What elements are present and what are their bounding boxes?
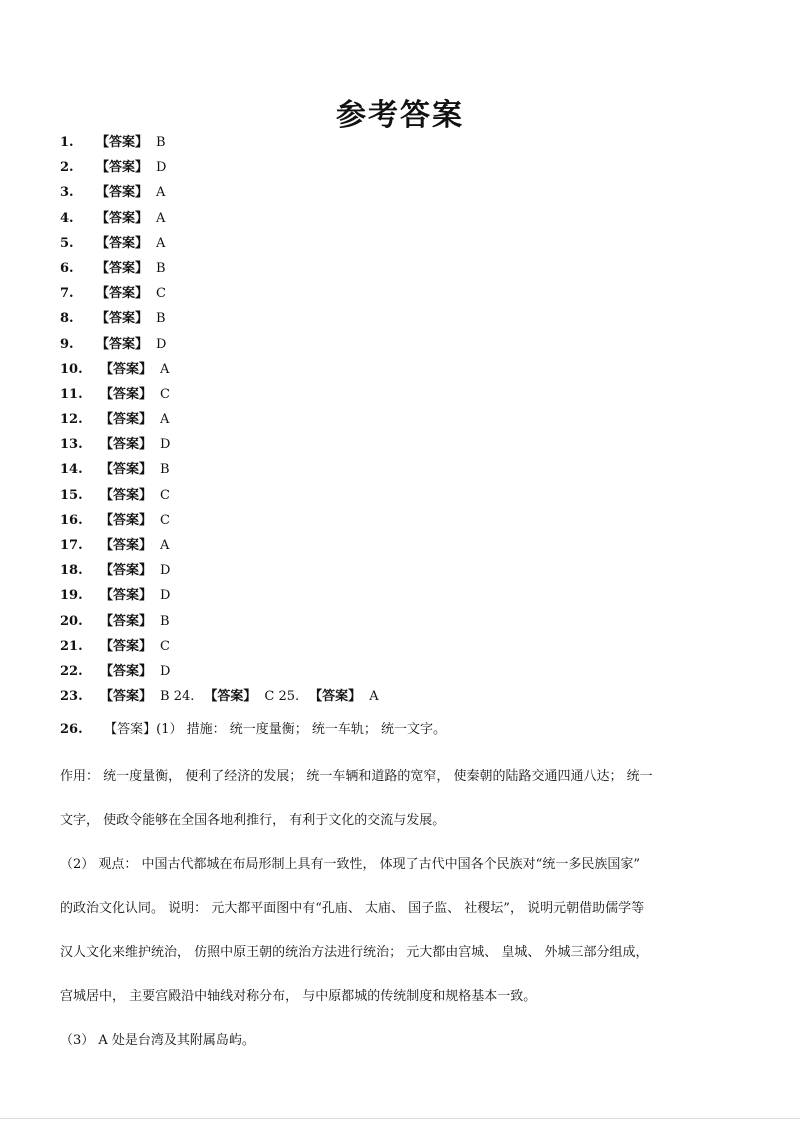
answer-number: 22.	[60, 663, 83, 679]
answer-tag: 【答案】	[96, 260, 149, 276]
answer-number: 7.	[60, 286, 74, 302]
answer-number: 20.	[60, 613, 83, 629]
answer-row	[60, 609, 379, 634]
answer-number: 13.	[60, 437, 83, 453]
answer-tag: 【答案】	[100, 412, 153, 428]
q26-answer-line	[60, 712, 750, 748]
answer-tag: 【答案】	[309, 689, 362, 705]
answer-tag: 【答案】	[96, 135, 149, 150]
answer-number: 6.	[60, 260, 74, 276]
answer-number: 1.	[60, 135, 74, 150]
answer-tag: 【答案】	[100, 588, 153, 604]
answer-row	[60, 155, 379, 180]
answer-tag: 【答案】	[100, 538, 153, 553]
answer-tag: 【答案】	[100, 386, 153, 402]
answer-row	[60, 508, 379, 533]
answer-row	[60, 583, 379, 608]
answer-tag: 【答案】	[96, 286, 149, 302]
answer-number: 9.	[60, 336, 74, 352]
answer-row	[60, 306, 379, 331]
answer-value: D	[160, 588, 171, 604]
answer-row	[60, 180, 379, 205]
q26-number: 26.	[60, 722, 83, 737]
answer-value: D	[160, 563, 171, 579]
answer-tag: 【答案】	[100, 462, 153, 478]
answer-value: A	[160, 412, 170, 428]
answer-tag: 【答案】	[100, 613, 153, 629]
answer-row	[60, 231, 379, 256]
q26-body-line: （3） A 处是台湾及其附属岛屿。	[60, 1033, 255, 1048]
answer-row	[60, 432, 379, 457]
page-title: 参考答案	[336, 98, 464, 133]
answer-tag: 【答案】	[100, 638, 153, 654]
answer-number: 17.	[60, 538, 83, 553]
answer-row	[60, 407, 379, 432]
answer-row	[60, 332, 379, 357]
answer-row	[60, 558, 379, 583]
answer-row	[60, 659, 379, 684]
q26-body-line: 汉人文化来维护统治， 仿照中原王朝的统治方法进行统治； 元大都由宫城、 皇城、 外城三部分组成，	[60, 945, 649, 960]
q26-body-line: 的政治文化认同。 说明： 元大都平面图中有“孔庙、 太庙、 国子监、 社稷坛”， 说明元朝借助儒学等	[60, 901, 645, 916]
answer-value: B	[156, 135, 166, 150]
answer-value: C	[160, 638, 170, 654]
answer-tag: 【答案】	[100, 689, 153, 705]
answer-row	[60, 256, 379, 281]
answer-row-23-25	[60, 684, 379, 709]
answer-number: 2.	[60, 160, 74, 176]
answer-tag: 【答案】	[204, 689, 257, 705]
answer-list	[60, 130, 379, 709]
answer-tag: 【答案】	[100, 361, 153, 377]
answer-tag: 【答案】	[100, 437, 153, 453]
answer-value: B	[160, 462, 170, 478]
answer-row	[60, 634, 379, 659]
answer-tag: 【答案】	[96, 235, 149, 251]
answer-number: 8.	[60, 311, 74, 327]
q26-body-line: 作用： 统一度量衡， 便利了经济的发展； 统一车辆和道路的宽窄， 使秦朝的陆路交通四通八达； 统一	[60, 769, 653, 784]
answer-value: A	[160, 538, 170, 553]
answer-number: 3.	[60, 185, 74, 201]
q26-body-line: （2） 观点： 中国古代都城在布局形制上具有一致性， 体现了古代中国各个民族对“统一多民族国家”	[60, 857, 640, 872]
answer-tag: 【答案】	[96, 210, 149, 226]
answer-number: 19.	[60, 588, 83, 604]
answer-row	[60, 281, 379, 306]
answer-tag: 【答案】	[96, 185, 149, 201]
answer-number: 15.	[60, 487, 83, 503]
answer-value: A	[160, 361, 170, 377]
answer-number: 4.	[60, 210, 74, 226]
answer-tag: 【答案】	[100, 563, 153, 579]
answer-row	[60, 533, 379, 558]
page-bottom-edge	[0, 1118, 800, 1119]
answer-tag: 【答案】	[100, 487, 153, 503]
answer-number: 5.	[60, 235, 74, 251]
answer-value: A	[156, 235, 166, 251]
answer-row	[60, 483, 379, 508]
answer-row	[60, 130, 379, 155]
q26-line1: 【答案】(1） 措施： 统一度量衡； 统一车轨； 统一文字。	[104, 722, 447, 737]
answer-value: A	[156, 210, 166, 226]
answer-number: 11.	[60, 386, 83, 402]
q26-body-line: 文字， 使政令能够在全国各地利推行， 有利于文化的交流与发展。	[60, 813, 446, 828]
answer-value: B	[156, 311, 166, 327]
answer-value: A	[156, 185, 166, 201]
answer-value: B	[160, 613, 170, 629]
answer-number: 14.	[60, 462, 83, 478]
answer-number: 21.	[60, 638, 83, 654]
answer-tag: 【答案】	[96, 336, 149, 352]
answer-number: 23.	[60, 689, 83, 705]
answer-tag: 【答案】	[96, 311, 149, 327]
answer-row	[60, 206, 379, 231]
answer-value: C	[160, 512, 170, 528]
answer-value: C 25.	[264, 689, 300, 705]
answer-value: B 24.	[160, 689, 195, 705]
answer-value: C	[160, 487, 170, 503]
answer-number: 16.	[60, 512, 83, 528]
answer-number: 12.	[60, 412, 83, 428]
answer-tag: 【答案】	[96, 160, 149, 176]
answer-value: C	[156, 286, 166, 302]
answer-value: D	[156, 160, 167, 176]
answer-value: C	[160, 386, 170, 402]
answer-value: B	[156, 260, 166, 276]
answer-row	[60, 382, 379, 407]
answer-value: A	[369, 689, 379, 705]
answer-number: 18.	[60, 563, 83, 579]
answer-number: 10.	[60, 361, 83, 377]
answer-tag: 【答案】	[100, 512, 153, 528]
answer-tag: 【答案】	[100, 663, 153, 679]
answer-row	[60, 357, 379, 382]
answer-value: D	[156, 336, 167, 352]
q26-body	[60, 755, 750, 1063]
answer-value: D	[160, 437, 171, 453]
answer-value: D	[160, 663, 171, 679]
answer-row	[60, 457, 379, 482]
q26-body-line: 宫城居中， 主要宫殿沿中轴线对称分布， 与中原都城的传统制度和规格基本一致。	[60, 989, 537, 1004]
